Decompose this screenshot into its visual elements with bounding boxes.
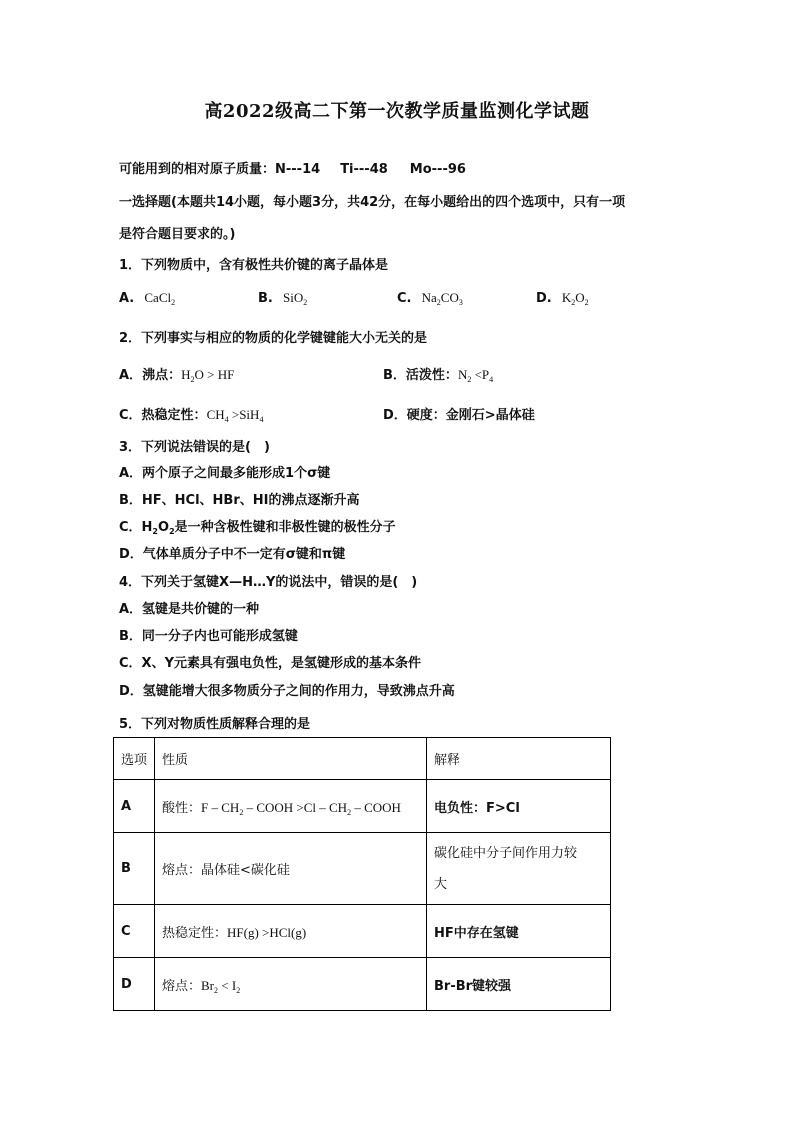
q5-row-d-property: 熔点：$Br_2 < I_2$ xyxy=(155,958,427,1011)
atomic-masses-line xyxy=(119,158,466,177)
q5-row-d-explanation: Br-Br键较强 xyxy=(427,958,611,1011)
q5-stem: 5．下列对物质性质解释合理的是 xyxy=(119,717,311,732)
q5-header-option: 选项 xyxy=(114,738,155,780)
q3-option-d: D．气体单质分子中不一定有σ键和π键 xyxy=(119,547,346,562)
q5-table-row xyxy=(114,958,611,1011)
q5-row-b-explanation: 碳化硅中分子间作用力较 大 xyxy=(427,833,611,905)
q4-option-b: B．同一分子内也可能形成氢键 xyxy=(119,629,298,644)
exam-title: 高2022级高二下第一次教学质量监测化学试题 xyxy=(204,101,590,122)
q5-row-a-property: 酸性：F – $CH_2$ – COOH $>Cl - CH_2$ – COOH xyxy=(155,780,427,833)
q1-option-c: C. $Na_2CO_3$ xyxy=(397,290,463,307)
atomic-masses-prefix: 可能用到的相对原子质量： xyxy=(119,162,276,177)
atomic-mass-mo: Mo---96 xyxy=(409,162,466,177)
q3-option-c: C．$H_2O_2$是一种含极性键和非极性键的极性分子 xyxy=(119,520,396,536)
q5-row-b-option: B xyxy=(114,833,155,905)
q4-option-c: C．X、Y元素具有强电负性，是氢键形成的基本条件 xyxy=(119,656,421,671)
q5-row-a-explanation: 电负性：F>Cl xyxy=(427,780,611,833)
q5-header-explanation: 解释 xyxy=(427,738,611,780)
q5-row-d-option: D xyxy=(114,958,155,1011)
q5-row-c-option: C xyxy=(114,905,155,958)
q1-stem: 1．下列物质中，含有极性共价键的离子晶体是 xyxy=(119,258,389,273)
q2-option-a: A．沸点：$H_2O$ > HF xyxy=(119,367,235,384)
q4-stem: 4．下列关于氢键X—H…Y的说法中，错误的是( ) xyxy=(119,575,418,590)
q5-row-a-option: A xyxy=(114,780,155,833)
section-instructions-line2: 是符合题目要求的。) xyxy=(119,227,236,242)
q3-option-b: B．HF、HCl、HBr、HI的沸点逐渐升高 xyxy=(119,493,360,508)
q1-option-d: D. $K_2O_2$ xyxy=(536,290,589,307)
q1-option-a: A. CaCl$_2$ xyxy=(119,290,176,307)
q5-table-row xyxy=(114,780,611,833)
q4-option-a: A．氢键是共价键的一种 xyxy=(119,602,260,617)
atomic-mass-ti: Ti---48 xyxy=(340,162,388,177)
section-instructions-line1: 一选择题(本题共14小题，每小题3分，共42分，在每小题给出的四个选项中，只有一项 xyxy=(119,195,626,210)
q5-table-header-row xyxy=(114,738,611,780)
q3-stem: 3．下列说法错误的是( ) xyxy=(119,440,270,455)
q5-table xyxy=(113,737,611,1011)
q2-option-d: D．硬度：金刚石>晶体硅 xyxy=(383,408,535,423)
q5-row-c-explanation: HF中存在氢键 xyxy=(427,905,611,958)
q5-header-property: 性质 xyxy=(155,738,427,780)
q3-option-a: A．两个原子之间最多能形成1个σ键 xyxy=(119,466,331,481)
q2-stem: 2．下列事实与相应的物质的化学键键能大小无关的是 xyxy=(119,331,428,346)
q4-option-d: D．氢键能增大很多物质分子之间的作用力，导致沸点升高 xyxy=(119,684,455,699)
q5-table-row xyxy=(114,833,611,905)
q2-option-b: B．活泼性：$N_2 <P_4$ xyxy=(383,367,494,384)
q1-option-b: B. SiO$_2$ xyxy=(258,290,308,307)
atomic-mass-n: N---14 xyxy=(275,162,321,177)
q5-row-b-property: 熔点：晶体硅<碳化硅 xyxy=(155,833,427,905)
q5-row-c-property: 热稳定性：HF(g) >HCl(g) xyxy=(155,905,427,958)
q5-table-row xyxy=(114,905,611,958)
q2-option-c: C．热稳定性：$CH_4 >SiH_4$ xyxy=(119,407,264,424)
